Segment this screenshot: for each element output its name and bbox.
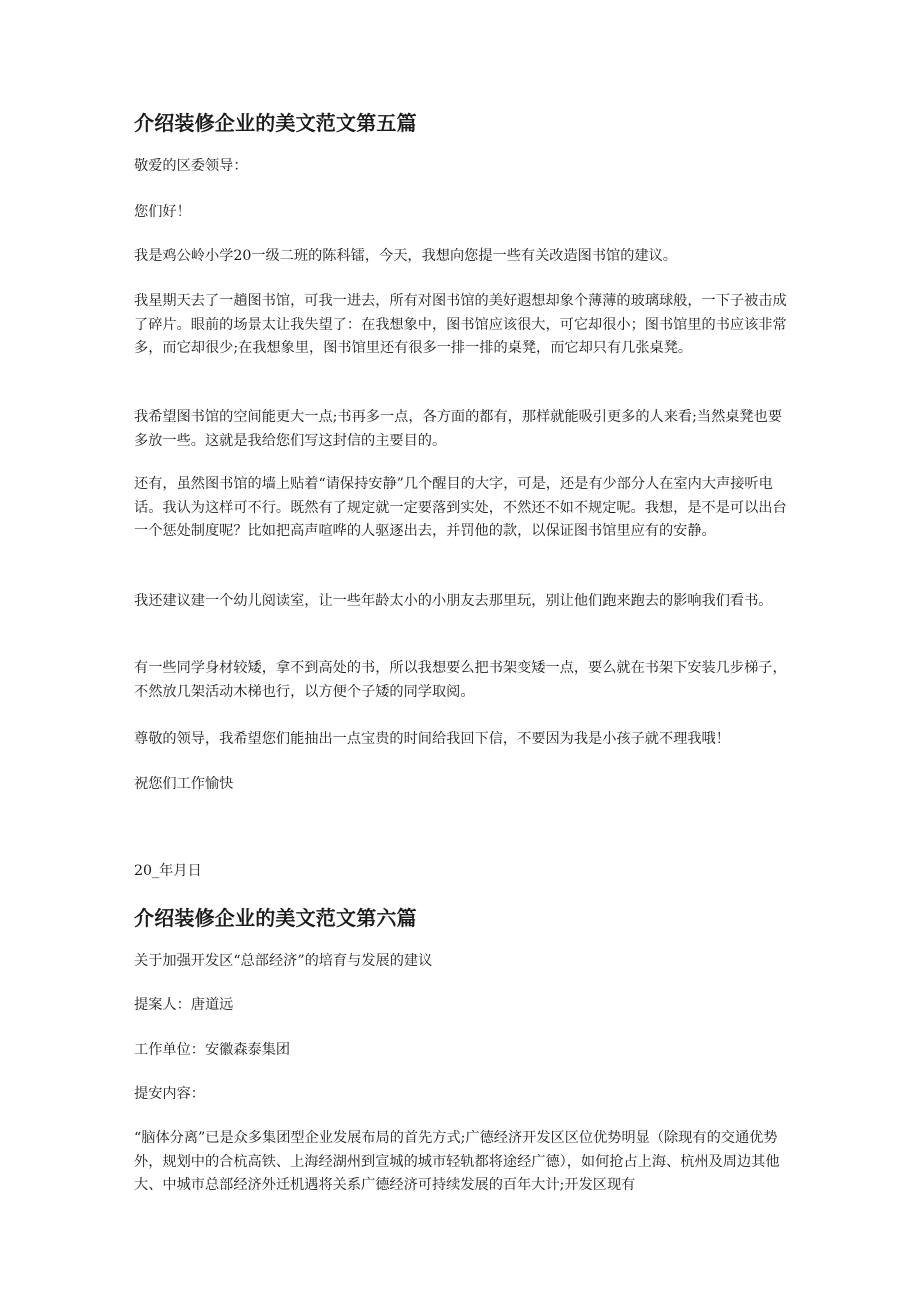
proposal-content-label: 提安内容： <box>134 1086 205 1102</box>
section-title: 介绍装修企业的美文范文第五篇 <box>134 111 417 135</box>
salutation: 敬爱的区委领导： <box>134 158 248 174</box>
paragraph: 我是鸡公岭小学20一级二班的陈科镭，今天，我想向您提一些有关改造图书馆的建议。 <box>134 248 677 264</box>
work-unit: 工作单位：安徽森泰集团 <box>134 1042 291 1058</box>
paragraph: 还有，虽然图书馆的墙上贴着“请保持安静”几个醒目的大字，可是，还是有少部分人在室内大声接听电话。我认为这样可不行。既然有了规定就一定要落到实处，不然还不如不规定呢。我想，是不是可以出台一个惩处制度呢？比如把高声喧哗的人驱逐出去，并罚他的款，以保证图书馆里应有的安静。 <box>134 476 787 540</box>
greeting: 您们好！ <box>134 204 191 220</box>
paragraph: 尊敬的领导，我希望您们能抽出一点宝贵的时间给我回下信，不要因为我是小孩子就不理我哦！ <box>134 731 730 747</box>
paragraph: “脑体分离”已是众多集团型企业发展布局的首先方式;广德经济开发区区位优势明显（除现有的交通优势外，规划中的合杭高铁、上海经湖州到宣城的城市轻轨都将途经广德），如何抢占上海、杭州及周边其他大、中城市总部经济外迁机遇将关系广德经济可持续发展的百年大计;开发区现有 <box>134 1130 780 1194</box>
paragraph: 我希望图书馆的空间能更大一点;书再多一点，各方面的都有，那样就能吸引更多的人来看;当然桌凳也要多放一些。这就是我给您们写这封信的主要目的。 <box>134 409 783 449</box>
proposer: 提案人：唐道远 <box>134 997 234 1013</box>
paragraph: 我星期天去了一趟图书馆，可我一进去，所有对图书馆的美好遐想却象个薄薄的玻璃球般，一下子被击成了碎片。眼前的场景太让我失望了：在我想象中，图书馆应该很大，可它却很小；图书馆里的书应该非常多，而它却很少;在我想象里，图书馆里还有很多一排一排的桌凳，而它却只有几张桌凳。 <box>134 293 787 357</box>
closing: 祝您们工作愉快 <box>134 776 234 792</box>
proposal-subject: 关于加强开发区“总部经济”的培育与发展的建议 <box>134 953 433 969</box>
paragraph: 我还建议建一个幼儿阅读室，让一些年龄太小的小朋友去那里玩，别让他们跑来跑去的影响我们看书。 <box>134 593 773 609</box>
date-line: 20_年月日 <box>134 863 202 879</box>
paragraph: 有一些同学身材较矮，拿不到高处的书，所以我想要么把书架变矮一点，要么就在书架下安装几步梯子，不然放几架活动木梯也行，以方便个子矮的同学取阅。 <box>134 660 787 700</box>
section-title: 介绍装修企业的美文范文第六篇 <box>134 906 417 930</box>
